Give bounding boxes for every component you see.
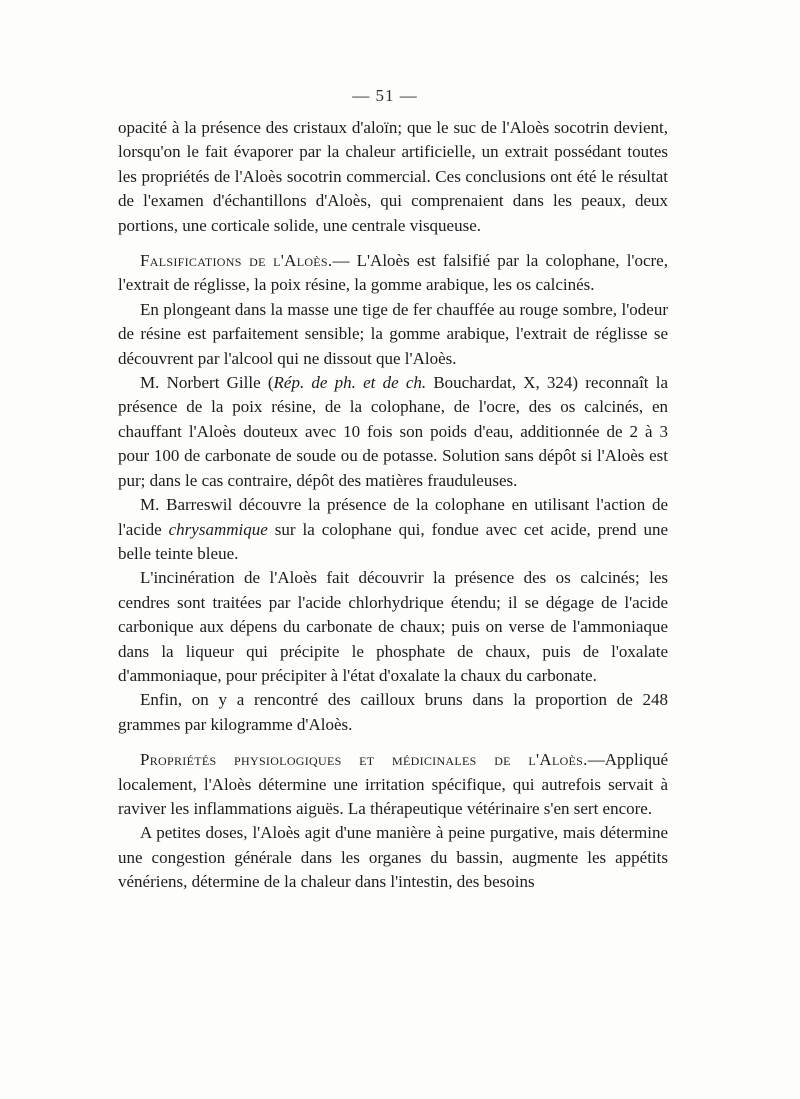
paragraph-barreswil	[118, 493, 668, 566]
paragraph-cailloux	[118, 688, 668, 737]
paragraph-text: Bouchardat, X, 324) reconnaît la présence de la poix résine, de la colophane, de l'ocre, des os calcinés, en chauffant l'Aloès douteux avec 10 fois son poids d'eau, additionnée de 2 à 3 pour 100 de carbonate de soude ou de potasse. Solution sans dépôt si l'Aloès est pur; dans le cas contraire, dépôt des matières frauduleuses.	[118, 373, 668, 490]
paragraph-gille	[118, 371, 668, 493]
paragraph-text: sur la colophane qui, fondue avec cet acide, prend une belle teinte bleue.	[118, 519, 668, 563]
paragraph-lead: M. Norbert Gille (	[140, 373, 274, 393]
paragraph-continuation	[118, 116, 668, 238]
page-number: — 51 —	[352, 86, 418, 105]
paragraph-text: En plongeant dans la masse une tige de fer chauffée au rouge sombre, l'odeur de résine est parfaitement sensible; la gomme arabique, l'extrait de réglisse se découvrent par l'alcool qui ne dissout que l'Aloès.	[118, 299, 668, 368]
paragraph-petites-doses	[118, 821, 668, 894]
paragraph-text: L'incinération de l'Aloès fait découvrir la présence des os calcinés; les cendres sont traitées par l'acide chlorhydrique étendu; il se dégage de l'acide carbonique aux dépens du carbonate de chaux; puis on verse de l'ammoniaque dans la liqueur qui précipite le phosphate de chaux, puis de l'oxalate d'ammoniaque, pour précipiter à l'état d'oxalate la chaux du carbonate.	[118, 568, 668, 685]
paragraph-text: opacité à la présence des cristaux d'aloïn; que le suc de l'Aloès socotrin devient, lorsqu'on le fait évaporer par la chaleur artificielle, un extrait possédant toutes les propriétés de l'Aloès socotrin commercial. Ces conclusions ont été le résultat de l'examen d'échantillons d'Aloès, qui comprenaient dans les peaux, deux portions, une corticale solide, une centrale visqueuse.	[118, 118, 668, 235]
paragraph-text: —Appliqué localement, l'Aloès détermine une irritation spécifique, qui autrefois servait à raviver les inflammations aiguës. La thérapeutique vétérinaire s'en sert encore.	[118, 750, 668, 818]
citation-rep-ph-ch: Rép. de ph. et de ch.	[273, 373, 427, 393]
paragraph-incineration	[118, 566, 668, 688]
term-chrysammique: chrysammique	[168, 519, 268, 539]
paragraph-text: A petites doses, l'Aloès agit d'une manière à peine purgative, mais détermine une congestion générale dans les organes du bassin, augmente les appétits vénériens, détermine de la chaleur dans l'intestin, des besoins	[118, 823, 668, 892]
paragraph-lead: M. Barreswil découvre la présence de la colophane en utilisant l'action de l'acide	[118, 495, 668, 539]
section-heading-proprietes: Propriétés physiologiques et médicinales de l'Aloès.	[140, 750, 588, 770]
paragraph-text: Enfin, on y a rencontré des cailloux bruns dans la proportion de 248 grammes par kilogramme d'Aloès.	[118, 690, 668, 734]
paragraph-text: — L'Aloès est falsifié par la colophane, l'ocre, l'extrait de réglisse, la poix résine, la gomme arabique, les os calcinés.	[118, 251, 668, 295]
paragraph-resine	[118, 298, 668, 371]
section-falsifications	[118, 249, 668, 298]
section-heading-falsifications: Falsifications de l'Aloès.	[140, 251, 333, 271]
body-text	[118, 116, 668, 895]
section-proprietes	[118, 748, 668, 821]
